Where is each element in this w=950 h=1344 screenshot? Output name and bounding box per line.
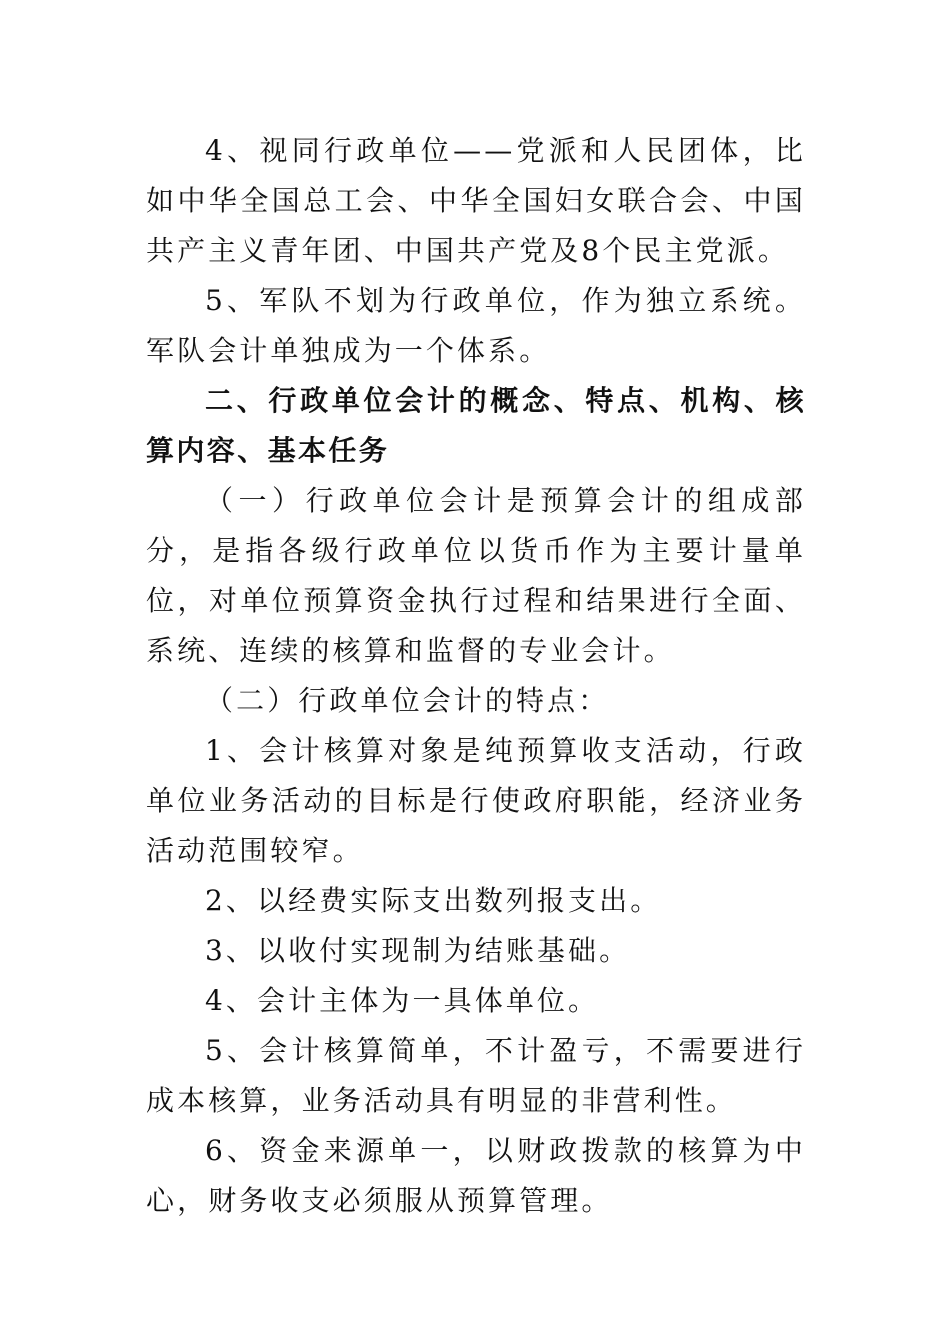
paragraph-feature-3: 3、以收付实现制为结账基础。 [205, 934, 631, 967]
paragraph-definition: （一）行政单位会计是预算会计的组成部分，是指各级行政单位以货币作为主要计量单位，对单位预算资金执行过程和结果进行全面、系统、连续的核算和监督的专业会计。 [146, 484, 806, 667]
paragraph-feature-5: 5、会计核算简单，不计盈亏，不需要进行成本核算，业务活动具有明显的非营利性。 [146, 1034, 806, 1117]
paragraph-features-title: （二）行政单位会计的特点： [205, 684, 610, 717]
paragraph-item-5-military: 5、军队不划为行政单位，作为独立系统。军队会计单独成为一个体系。 [146, 284, 806, 367]
paragraph-feature-4: 4、会计主体为一具体单位。 [205, 984, 600, 1017]
paragraph-feature-2: 2、以经费实际支出数列报支出。 [205, 884, 662, 917]
document-body [146, 126, 806, 1226]
paragraph-feature-1: 1、会计核算对象是纯预算收支活动，行政单位业务活动的目标是行使政府职能，经济业务活动范围较窄。 [146, 734, 806, 867]
paragraph-item-4-party-groups: 4、视同行政单位——党派和人民团体，比如中华全国总工会、中华全国妇女联合会、中国共产主义青年团、中国共产党及8个民主党派。 [146, 134, 806, 267]
section-heading-2: 二、行政单位会计的概念、特点、机构、核算内容、基本任务 [146, 384, 806, 467]
paragraph-feature-6: 6、资金来源单一，以财政拨款的核算为中心，财务收支必须服从预算管理。 [146, 1134, 806, 1217]
